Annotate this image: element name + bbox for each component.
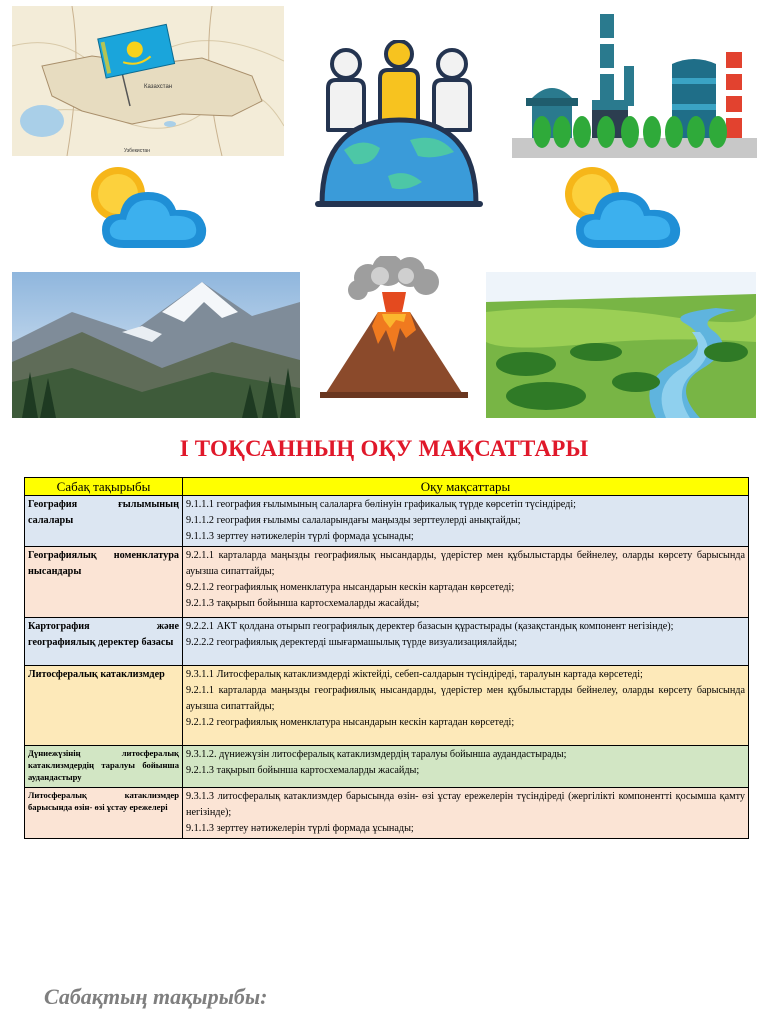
factory-image (512, 8, 757, 158)
topic-cell: Дүниежүзінің литосфералық катаклизмдердің таралуы бойынша аудандастыру (25, 746, 183, 788)
goal-line: 9.2.1.1 карталарда маңызды географиялық нысандарды, үдерістер мен құбылыстарды бейнелеу, оларды көрсету барысында ауызша сипаттайды; (186, 550, 745, 577)
map-label-uzbekistan: Узбекистан (124, 148, 150, 154)
goal-line: 9.2.1.1 карталарда маңызды географиялық нысандарды, үдерістер мен құбылыстарды бейнелеу, оларды көрсету барысында ауызша сипаттайды; (186, 685, 745, 712)
goals-cell (183, 746, 749, 788)
topic-cell: Литосфералық катаклизмдер (25, 666, 183, 746)
goal-line: 9.1.1.3 зерттеу нәтижелерін түрлі формада ұсынады; (186, 531, 414, 542)
column-header-topic: Сабақ тақырыбы (25, 478, 183, 496)
table-row (25, 618, 749, 666)
goals-cell (183, 666, 749, 746)
goals-cell (183, 618, 749, 666)
kazakhstan-map-image (12, 6, 284, 156)
map-label-kazakhstan: Казахстан (144, 84, 173, 90)
table-row (25, 496, 749, 547)
goals-cell (183, 547, 749, 618)
goal-line: 9.2.1.2 географиялық номенклатура нысандарын кескін картадан көрсетеді; (186, 717, 515, 728)
table-row (25, 666, 749, 746)
topic-cell: География ғылымының салалары (25, 496, 183, 547)
goals-cell (183, 788, 749, 839)
goal-line: 9.1.1.1 география ғылымының салаларға бөлінуін графикалық түрде көрсетіп түсіндіреді; (186, 499, 577, 510)
goal-line: 9.1.1.3 зерттеу нәтижелерін түрлі формада ұсынады; (186, 823, 414, 834)
table-row (25, 746, 749, 788)
goal-line: 9.3.1.3 литосфералық катаклизмдер барысында өзін- өзі ұстау ережелерін түсіндіреді (жергілікті компонентті қосымша қамту негізінде); (186, 791, 745, 818)
mountain-image (12, 272, 300, 418)
table-row (25, 788, 749, 839)
river-valley-image (486, 272, 756, 418)
goal-line: 9.3.1.1 Литосфералық катаклизмдерді жіктейді, себеп-салдарын түсіндіреді, таралуын картада көрсетеді; (186, 669, 643, 680)
learning-goals-table (24, 477, 749, 839)
people-on-globe-icon (314, 40, 484, 208)
goals-cell (183, 496, 749, 547)
topic-cell: Литосфералық катаклизмдер барысында өзін- өзі ұстау ережелері (25, 788, 183, 839)
goal-line: 9.2.2.1 АКТ қолдана отырып географиялық деректер базасын құрастырады (қазақстандық компонент негізінде); (186, 621, 674, 632)
goal-line: 9.3.1.2. дүниежүзін литосфералық катаклизмдердің таралуы бойынша аудандастырады; (186, 749, 567, 760)
topic-cell: Картография және географиялық деректер базасы (25, 618, 183, 666)
table-row (25, 547, 749, 618)
goal-line: 9.2.1.3 тақырып бойынша картосхемаларды жасайды; (186, 765, 420, 776)
lesson-topic-label: Сабақтың тақырыбы: (44, 984, 268, 1009)
topic-cell: Географиялық номенклатура нысандары (25, 547, 183, 618)
volcano-icon (320, 256, 468, 402)
sun-cloud-icon (84, 164, 224, 260)
goal-line: 9.1.1.2 география ғылымы салаларындағы маңызды зерттеулерді анықтайды; (186, 515, 521, 526)
page-title: I ТОҚСАННЫҢ ОҚУ МАҚСАТТАРЫ (179, 436, 589, 461)
column-header-goals: Оқу мақсаттары (183, 478, 749, 496)
goal-line: 9.2.1.2 географиялық номенклатура нысандарын кескін картадан көрсетеді; (186, 582, 515, 593)
sun-cloud-icon (558, 164, 698, 260)
goal-line: 9.2.2.2 географиялық деректерді шығармашылық түрде визуализациялайды; (186, 637, 518, 648)
goal-line: 9.2.1.3 тақырып бойынша картосхемаларды жасайды; (186, 598, 420, 609)
